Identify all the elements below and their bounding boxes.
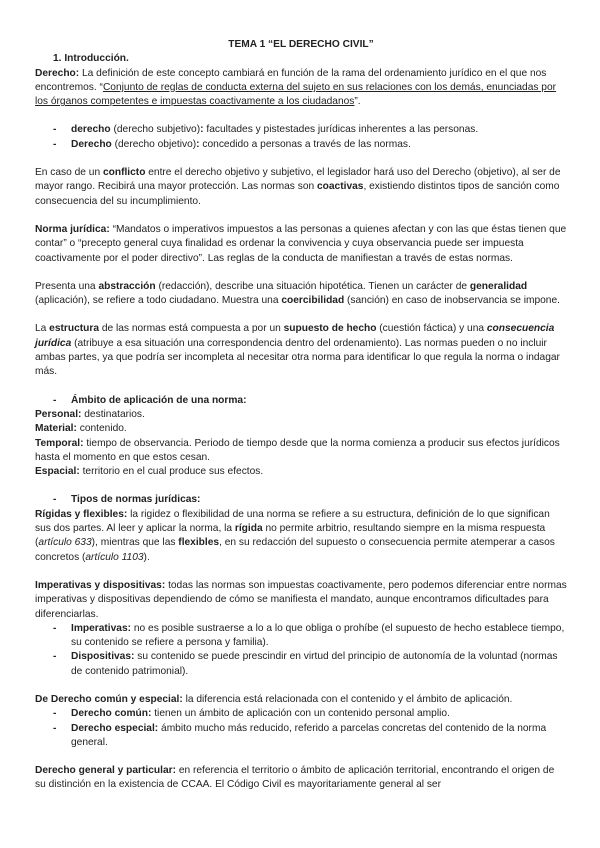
section-heading-introduccion: 1. Introducción. [53, 53, 129, 65]
paragraph-rigidas: Rígidas y flexibles: la rigidez o flexibilidad de una norma se refiere a su estructura, definición de lo que significan sus dos partes. Al leer y aplicar la norma, la rígida no permite arbitrio, resultando siempre en la misma respuesta (artículo 633), mientras que las flexibles, en su redacción del supuesto o consecuencia permite atemperar a casos concretos (artículo 1103). [35, 508, 555, 563]
list-item: - Derecho común: tienen un ámbito de aplicación con un contenido personal amplio. [35, 707, 567, 721]
imperativas-list [35, 622, 567, 679]
list-item: - Derecho especial: ámbito mucho más reducido, referido a parcelas concretas del contenido de la norma general. [35, 722, 567, 751]
ambito-item: Material: contenido. [35, 423, 127, 435]
term-derecho: Derecho: [35, 67, 80, 79]
list-item: - Derecho (derecho objetivo): concedido a personas a través de las normas. [35, 138, 567, 152]
document-page [35, 38, 567, 793]
comun-list [35, 707, 567, 750]
ambito-item: Espacial: territorio en el cual produce sus efectos. [35, 466, 264, 478]
paragraph-general: Derecho general y particular: en referencia el territorio o ámbito de aplicación territorial, encontrando el origen de su distinción en la existencia de CCAA. El Código Civil es mayoritariamente general al ser [35, 765, 555, 791]
paragraph-comun: De Derecho común y especial: la diferencia está relacionada con el contenido y el ámbito de aplicación. [35, 693, 513, 705]
list-item: - Imperativas: no es posible sustraerse a lo a lo que obliga o prohíbe (el supuesto de hecho establece tiempo, su contenido se refiere a persona y familia). [35, 622, 567, 651]
ambito-item: Personal: destinatarios. [35, 408, 145, 420]
list-item: - derecho (derecho subjetivo): facultades y pistestades jurídicas inherentes a las personas. [35, 123, 567, 137]
quoted-definition: Conjunto de reglas de conducta externa del sujeto en sus relaciones con los demás, enunciadas por los órganos competentes e impuestas coactivamente a los ciudadanos [35, 81, 557, 108]
section-heading-tipos: - Tipos de normas jurídicas: [35, 493, 567, 507]
paragraph-derecho: Derecho: La definición de este concepto cambiará en función de la rama del ordenamiento jurídico en el que nos encontremos. “Conjunto de reglas de conducta externa del sujeto en sus relaciones con los demás, enunciadas por los órganos competentes e impuestas coactivamente a los ciudadanos”. [35, 67, 557, 108]
paragraph-norma-juridica: Norma jurídica: “Mandatos o imperativos impuestos a las personas a quienes afectan y con las que éstas tienen que contar” o “precepto general cuya finalidad es ordenar la convivencia y cuya observancia puede ser impuesta coactivamente por el poder directivo”. Las reglas de la conducta de manifiestan a través de estas normas. [35, 223, 567, 264]
paragraph-conflicto: En caso de un conflicto entre el derecho objetivo y subjetivo, el legislador hará uso del Derecho (objetivo), al ser de mayor rango. Recibirá una mayor protección. Las normas son coactivas, existiendo distintos tipos de sanción como consecuencia del su incumplimiento. [35, 167, 561, 207]
ambito-item: Temporal: tiempo de observancia. Periodo de tiempo desde que la norma comienza a producir sus efectos jurídicos hasta el momento en que estos cesan. [35, 437, 560, 463]
list-item: - Dispositivas: su contenido se puede prescindir en virtud del principio de autonomía de la voluntad (normas de contenido patrimonial). [35, 650, 567, 679]
page-title: TEMA 1 “EL DERECHO CIVIL” [228, 39, 374, 50]
section-heading-ambito: - Ámbito de aplicación de una norma: [35, 394, 567, 408]
paragraph-estructura: La estructura de las normas está compuesta a por un supuesto de hecho (cuestión fáctica) y una consecuencia jurídica (atribuye a esa situación una correspondencia dentro del ordenamiento). Las normas pueden o no incluir ambas partes, ya que podría ser incompleta al necesitar otra norma para identificar lo que regula la norma o indagar más. [35, 323, 560, 378]
paragraph-imperativas: Imperativas y dispositivas: todas las normas son impuestas coactivamente, pero podemos diferenciar entre normas imperativas y dispositivas dependiendo de cómo se manifiesta el mandato, aunque encontramos dificultades para diferenciarlas. [35, 579, 567, 620]
paragraph-abstraccion: Presenta una abstracción (redacción), describe una situación hipotética. Tienen un carácter de generalidad (aplicación), se refiere a todo ciudadano. Muestra una coercibilidad (sanción) en caso de inobservancia se impone. [35, 280, 560, 307]
derecho-list [35, 123, 567, 152]
